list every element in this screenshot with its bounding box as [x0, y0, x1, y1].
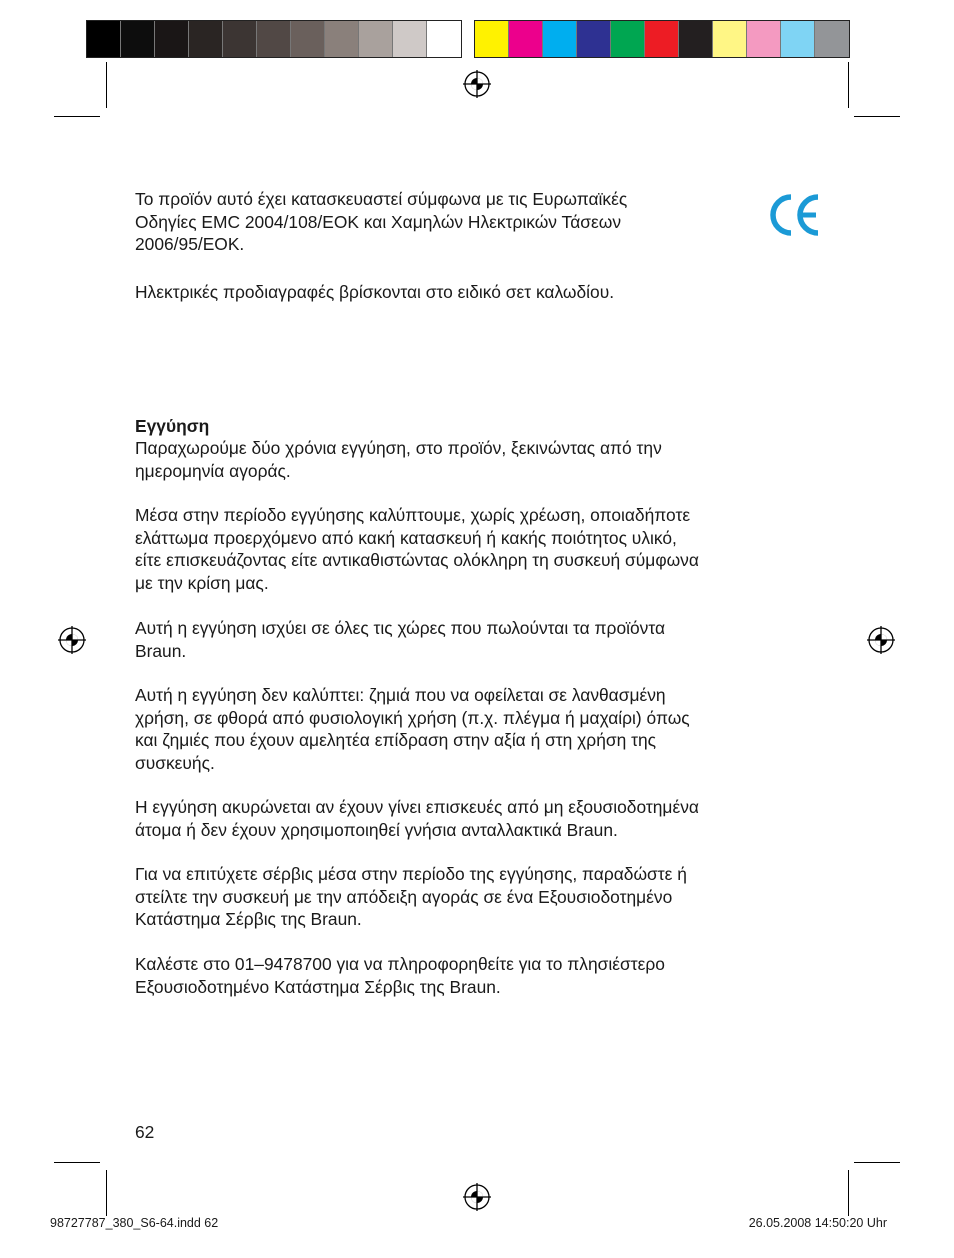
- gray-swatch: [87, 21, 121, 57]
- color-swatch: [713, 21, 747, 57]
- warranty-heading: Εγγύηση: [135, 416, 210, 436]
- crop-mark-top-right-horizontal: [854, 116, 900, 117]
- gray-swatch: [189, 21, 223, 57]
- crop-mark-bottom-right-horizontal: [854, 1162, 900, 1163]
- service-paragraph: Για να επιτύχετε σέρβις μέσα στην περίοδο της εγγύησης, παραδώστε ή στείλτε την συσκευή με την απόδειξη αγοράς σε ένα Εξουσιοδοτημένο Κατάστημα Σέρβις της Braun.: [135, 864, 687, 929]
- crop-mark-bottom-left-horizontal: [54, 1162, 100, 1163]
- registration-mark-icon: [463, 1183, 491, 1211]
- page-number: 62: [135, 1122, 155, 1142]
- color-swatch: [475, 21, 509, 57]
- ce-mark-icon: [770, 193, 822, 237]
- color-control-bar: [86, 20, 850, 58]
- crop-mark-bottom-left-vertical: [106, 1170, 107, 1216]
- color-swatch: [509, 21, 543, 57]
- warranty-exclusions-paragraph: Αυτή η εγγύηση δεν καλύπτει: ζημιά που να οφείλεται σε λανθασμένη χρήση, σε φθορά από φυσιολογική χρήση (π.χ. πλέγμα ή μαχαίρι) όπως και ζημιές που έχουν αμελητέα επίδραση στην αξία ή στη χρήση της συσκευής.: [135, 685, 690, 773]
- gray-swatch: [325, 21, 359, 57]
- file-slug: 98727787_380_S6-64.indd 62: [50, 1216, 219, 1230]
- gray-swatch: [155, 21, 189, 57]
- crop-mark-top-right-vertical: [848, 62, 849, 108]
- warranty-coverage-paragraph: Μέσα στην περίοδο εγγύησης καλύπτουμε, χωρίς χρέωση, οποιαδήποτε ελάττωμα προερχόμενο από κακή κατασκευή ή κακής ποιότητος υλικό, είτε επισκευάζοντας είτε αντικαθιστώντας ολόκληρη τη συσκευή σύμφωνα με την κρίση μας.: [135, 505, 699, 593]
- gray-swatch: [257, 21, 291, 57]
- gray-swatch: [393, 21, 427, 57]
- warranty-void-paragraph: Η εγγύηση ακυρώνεται αν έχουν γίνει επισκευές από μη εξουσιοδοτημένα άτομα ή δεν έχουν χρησιμοποιηθεί γνήσια ανταλλακτικά Braun.: [135, 797, 699, 840]
- color-swatch: [815, 21, 849, 57]
- crop-mark-top-left-vertical: [106, 62, 107, 108]
- electrical-specs-paragraph: Ηλεκτρικές προδιαγραφές βρίσκονται στο ειδικό σετ καλωδίου.: [135, 282, 615, 302]
- registration-mark-icon: [58, 626, 86, 654]
- gray-swatch: [359, 21, 393, 57]
- compliance-paragraph: Το προϊόν αυτό έχει κατασκευαστεί σύμφωνα με τις Ευρωπαϊκές Οδηγίες EMC 2004/108/EOK και Χαμηλών Ηλεκτρικών Τάσεων 2006/95/EOK.: [135, 189, 628, 254]
- gray-swatch: [427, 21, 461, 57]
- color-swatch: [611, 21, 645, 57]
- warranty-period-paragraph: Παραχωρούμε δύο χρόνια εγγύηση, στο προϊόν, ξεκινώντας από την ημερομηνία αγοράς.: [135, 438, 662, 481]
- warranty-countries-paragraph: Αυτή η εγγύηση ισχύει σε όλες τις χώρες που πωλούνται τα προϊόντα Braun.: [135, 618, 666, 661]
- color-swatch: [679, 21, 713, 57]
- gray-swatch: [121, 21, 155, 57]
- color-swatch: [781, 21, 815, 57]
- crop-mark-top-left-horizontal: [54, 116, 100, 117]
- process-color-swatches: [474, 20, 850, 58]
- color-swatch: [543, 21, 577, 57]
- color-swatch: [747, 21, 781, 57]
- crop-mark-bottom-right-vertical: [848, 1170, 849, 1216]
- contact-paragraph: Καλέστε στο 01–9478700 για να πληροφορηθείτε για το πλησιέστερο Εξουσιοδοτημένο Κατάστημα Σέρβις της Braun.: [135, 954, 665, 997]
- timestamp-slug: 26.05.2008 14:50:20 Uhr: [748, 1216, 887, 1230]
- color-swatch: [645, 21, 679, 57]
- registration-mark-icon: [463, 70, 491, 98]
- gray-swatch: [291, 21, 325, 57]
- color-swatch: [577, 21, 611, 57]
- grayscale-swatches: [86, 20, 462, 58]
- gray-swatch: [223, 21, 257, 57]
- registration-mark-icon: [867, 626, 895, 654]
